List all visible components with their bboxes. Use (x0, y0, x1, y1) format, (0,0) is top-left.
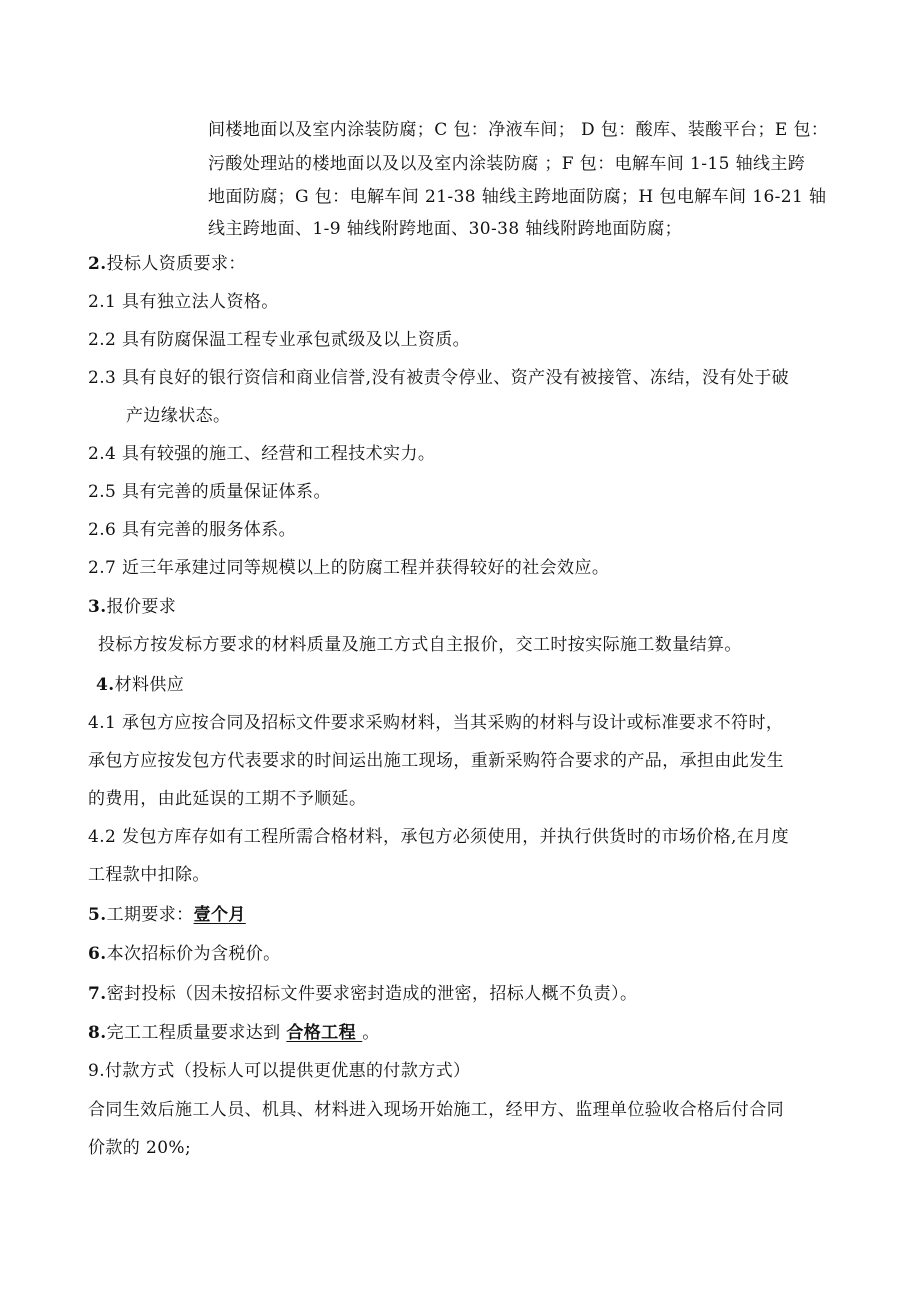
section-8-text: 完工工程质量要求达到 (106, 1023, 287, 1043)
item-2-3-cont: 产边缘状态。 (126, 406, 231, 426)
section-4-title: 材料供应 (114, 675, 185, 695)
quality-value: 合格工程 (286, 1023, 363, 1043)
section-9-heading: 9.付款方式（投标人可以提供更优惠的付款方式） (88, 1061, 471, 1081)
section-7 (88, 983, 637, 1005)
section-6 (88, 943, 281, 965)
intro-line-1: 间楼地面以及室内涂装防腐；C 包：净液车间； D 包：酸库、装酸平台；E 包： (208, 120, 829, 140)
item-2-7: 2.7 近三年承建过同等规模以上的防腐工程并获得较好的社会效应。 (88, 558, 610, 578)
section-2-number: 2. (88, 254, 107, 274)
item-2-5: 2.5 具有完善的质量保证体系。 (88, 482, 331, 502)
section-6-text: 本次招标价为含税价。 (106, 944, 281, 964)
section-4-line-4: 4.2 发包方库存如有工程所需合格材料，承包方必须使用，并执行供货时的市场价格,在月度 (88, 827, 790, 847)
section-4-line-5: 工程款中扣除。 (88, 865, 210, 885)
section-4-line-1: 4.1 承包方应按合同及招标文件要求采购材料，当其采购的材料与设计或标准要求不符时， (88, 713, 784, 733)
section-4-heading (96, 674, 184, 696)
section-8-tail: 。 (362, 1023, 380, 1043)
section-9-line-1: 合同生效后施工人员、机具、材料进入现场开始施工，经甲方、监理单位验收合格后付合同 (88, 1100, 784, 1120)
section-5-text: 工期要求： (106, 905, 194, 925)
item-2-2: 2.2 具有防腐保温工程专业承包贰级及以上资质。 (88, 330, 471, 350)
intro-line-4: 线主跨地面、1-9 轴线附跨地面、30-38 轴线附跨地面防腐； (208, 219, 682, 239)
section-3-heading (88, 596, 176, 618)
section-4-line-2: 承包方应按发包方代表要求的时间运出施工现场，重新采购符合要求的产品，承担由此发生 (88, 751, 784, 771)
section-6-number: 6. (88, 944, 107, 964)
intro-line-3: 地面防腐；G 包：电解车间 21-38 轴线主跨地面防腐；H 包电解车间 16-21 轴 (208, 187, 827, 207)
section-2-title: 投标人资质要求： (106, 254, 246, 274)
item-2-3: 2.3 具有良好的银行资信和商业信誉,没有被责令停业、资产没有被接管、冻结，没有处于破 (88, 368, 790, 388)
section-3-title: 报价要求 (106, 597, 177, 617)
section-5 (88, 904, 246, 926)
section-5-number: 5. (88, 905, 107, 925)
section-3-text: 投标方按发标方要求的材料质量及施工方式自主报价，交工时按实际施工数量结算。 (98, 635, 742, 655)
section-8 (88, 1022, 380, 1044)
item-2-6: 2.6 具有完善的服务体系。 (88, 520, 297, 540)
section-4-number: 4. (96, 675, 115, 695)
section-7-number: 7. (88, 984, 107, 1004)
duration-value: 壹个月 (193, 905, 246, 925)
section-4-line-3: 的费用，由此延误的工期不予顺延。 (88, 789, 367, 809)
section-7-text: 密封投标（因未按招标文件要求密封造成的泄密，招标人概不负责）。 (106, 984, 638, 1004)
intro-line-2: 污酸处理站的楼地面以及以及室内涂装防腐 ；F 包：电解车间 1-15 轴线主跨 (208, 154, 806, 174)
item-2-1: 2.1 具有独立法人资格。 (88, 292, 279, 312)
section-8-number: 8. (88, 1023, 107, 1043)
section-3-number: 3. (88, 597, 107, 617)
section-9-line-2: 价款的 20%; (88, 1138, 192, 1158)
section-2-heading (88, 253, 246, 275)
item-2-4: 2.4 具有较强的施工、经营和工程技术实力。 (88, 444, 436, 464)
